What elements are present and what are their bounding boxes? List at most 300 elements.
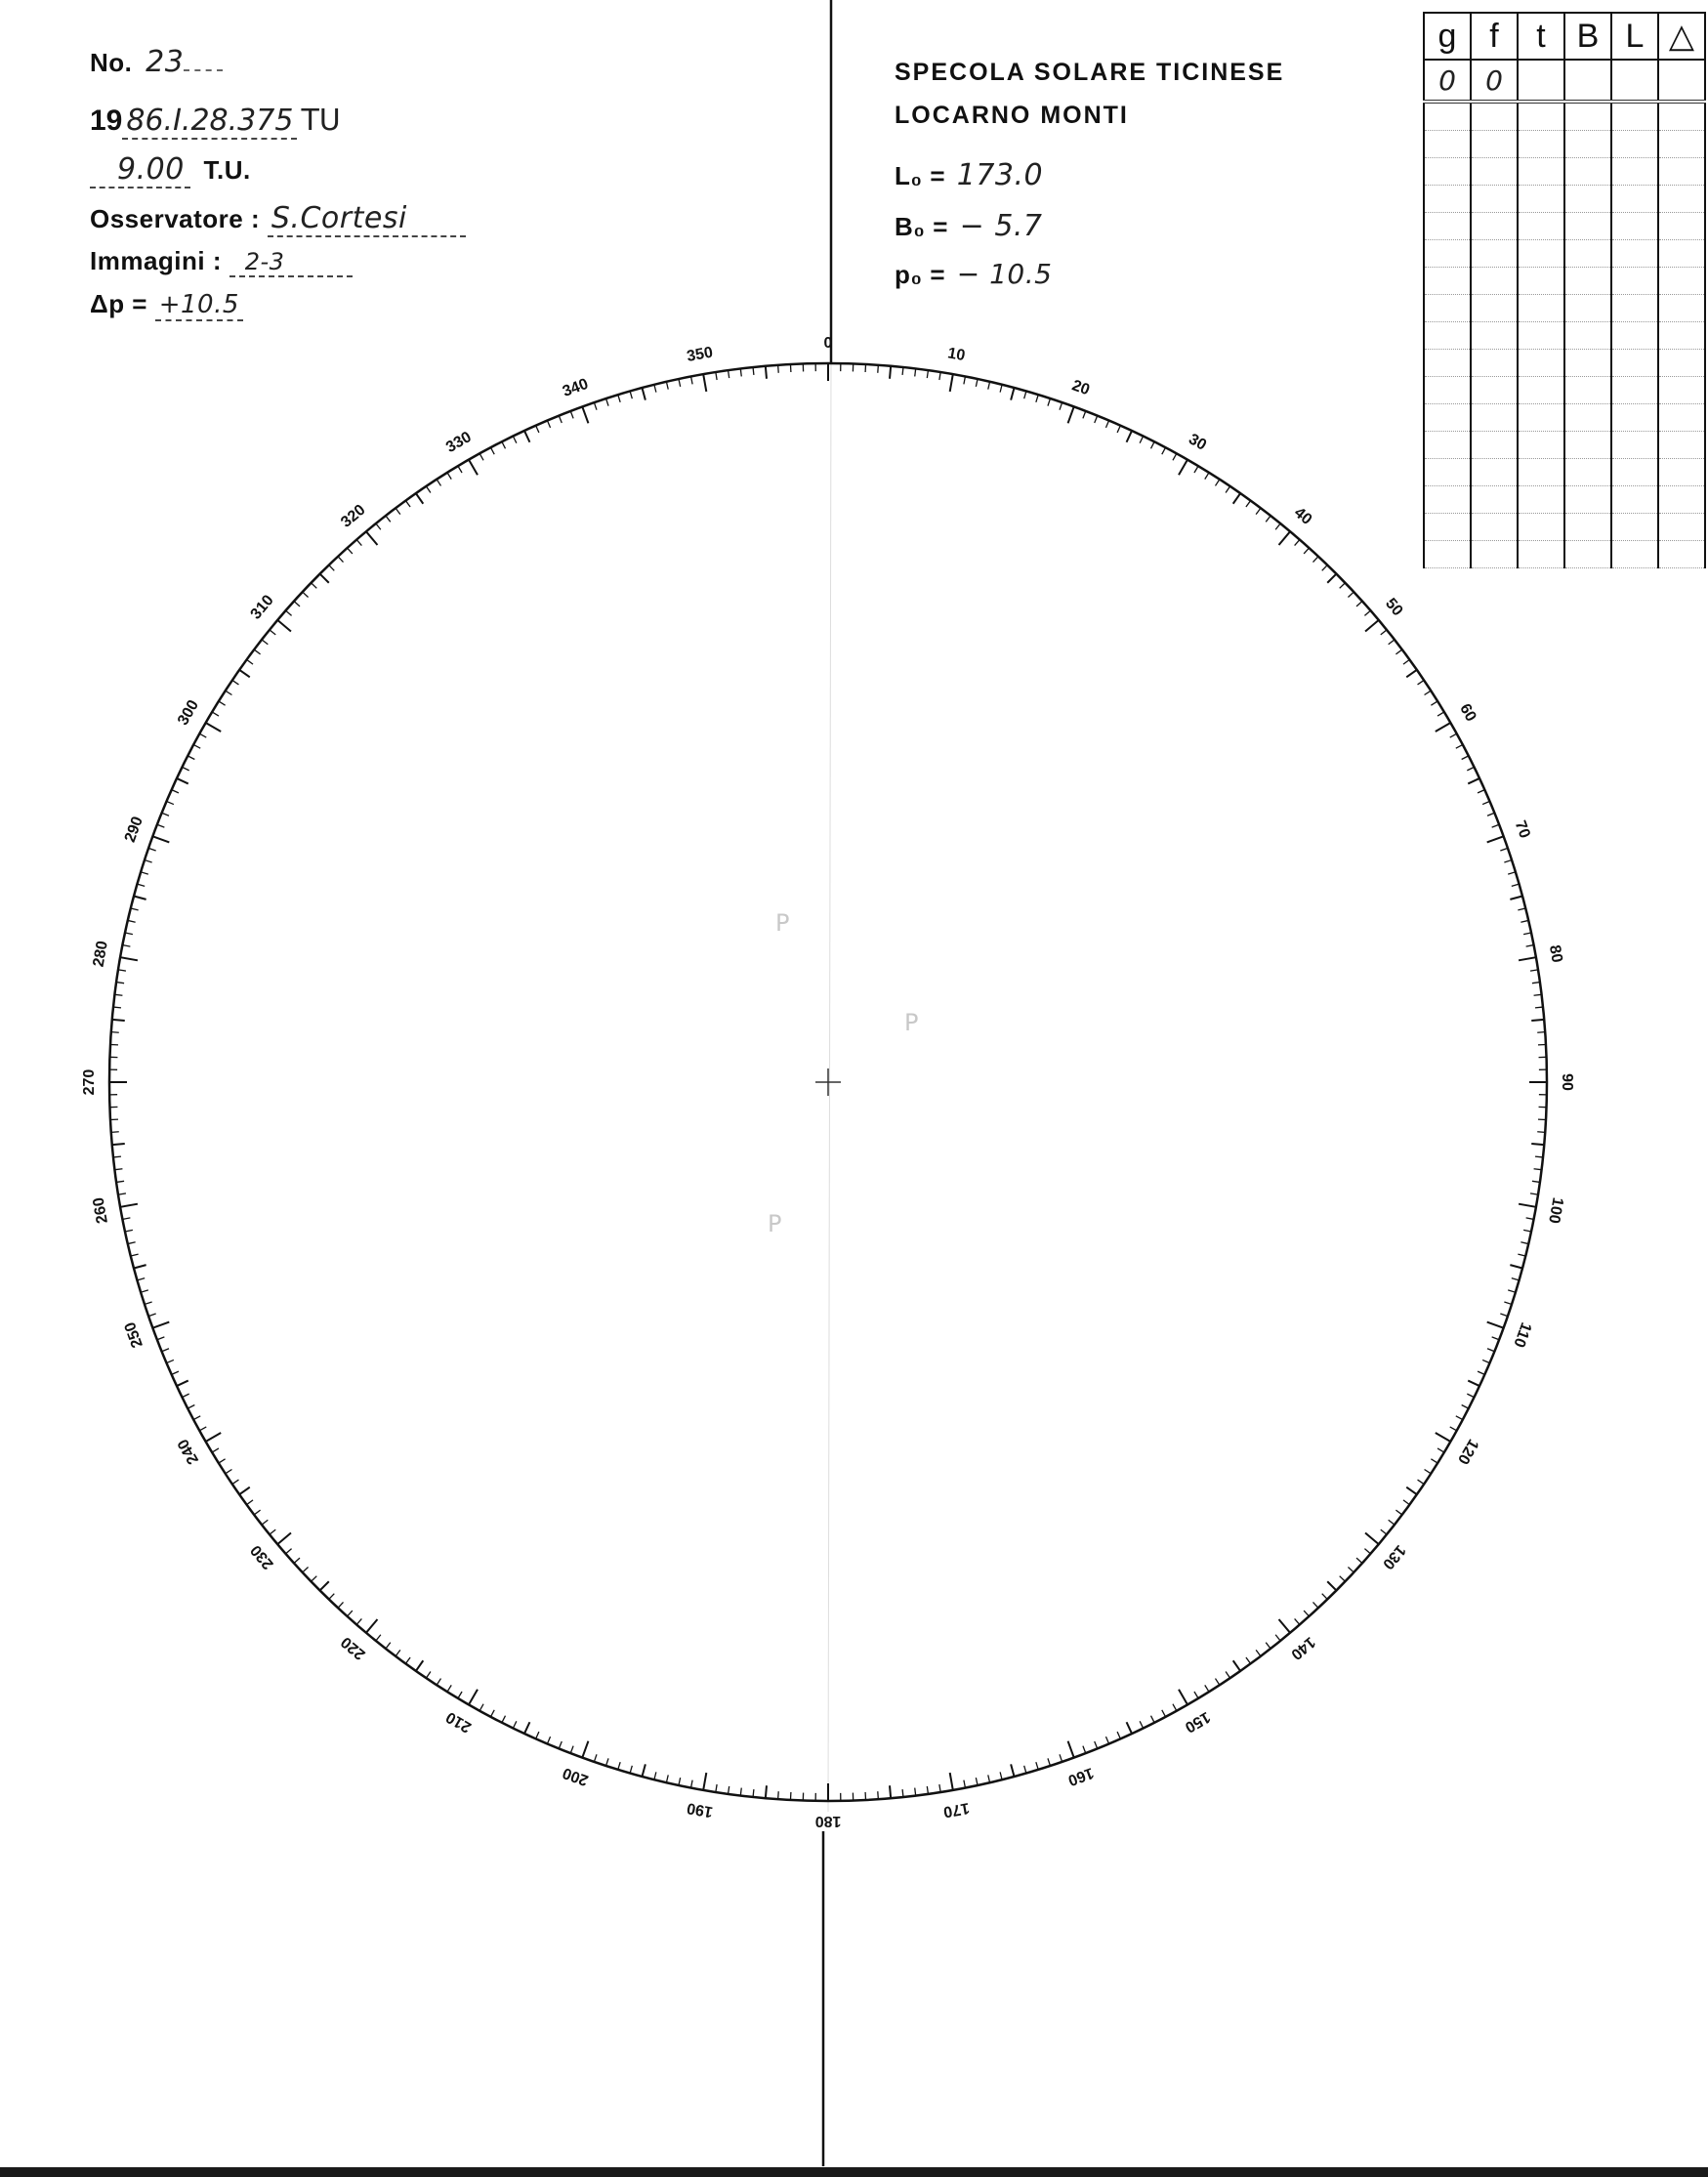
- table-cell: [1611, 295, 1658, 322]
- degree-label: 340: [560, 375, 591, 400]
- degree-tick: [1508, 872, 1516, 874]
- degree-tick: [1068, 406, 1074, 423]
- degree-tick: [643, 1764, 646, 1777]
- table-cell: [1471, 514, 1518, 541]
- L0-line: [895, 158, 1043, 192]
- table-cell: [1658, 158, 1705, 186]
- degree-tick: [458, 466, 462, 473]
- table-cell-g: 0: [1424, 60, 1471, 102]
- table-cell: [1658, 541, 1705, 568]
- degree-tick: [547, 421, 550, 428]
- degree-label: 250: [121, 1319, 146, 1351]
- degree-tick: [338, 557, 343, 563]
- degree-tick: [1526, 1218, 1534, 1220]
- degree-tick: [303, 592, 309, 597]
- degree-label: 230: [247, 1541, 277, 1572]
- degree-tick: [405, 501, 410, 507]
- table-cell: [1518, 322, 1564, 350]
- degree-tick: [138, 1278, 146, 1280]
- degree-tick: [878, 1791, 879, 1799]
- table-row: [1424, 186, 1705, 213]
- degree-label: 350: [686, 344, 715, 365]
- degree-tick: [1340, 1576, 1346, 1582]
- degree-tick: [950, 374, 953, 392]
- degree-tick: [1322, 565, 1328, 571]
- degree-tick: [206, 723, 222, 732]
- degree-tick: [490, 447, 494, 454]
- degree-tick: [1127, 1722, 1132, 1734]
- degree-label: 290: [121, 814, 146, 845]
- degree-tick: [1482, 1360, 1489, 1362]
- pencil-mark-p: P: [904, 1009, 919, 1036]
- degree-tick: [703, 1773, 706, 1790]
- degree-tick: [128, 920, 136, 922]
- observation-time: [90, 152, 251, 188]
- degree-tick: [152, 1322, 169, 1328]
- table-cell: [1564, 268, 1611, 295]
- table-cell: [1471, 404, 1518, 432]
- degree-tick: [219, 1459, 226, 1463]
- degree-tick: [1194, 1692, 1198, 1698]
- degree-tick: [878, 365, 879, 373]
- table-row: [1424, 459, 1705, 486]
- table-row: [1424, 404, 1705, 432]
- table-cell-B: [1564, 60, 1611, 102]
- p0-label: p₀ =: [895, 260, 946, 289]
- degree-tick: [187, 756, 194, 760]
- degree-tick: [134, 897, 146, 900]
- degree-tick: [1418, 1480, 1425, 1484]
- degree-tick: [1504, 1302, 1512, 1304]
- table-cell: [1658, 486, 1705, 514]
- degree-tick: [1437, 1448, 1444, 1452]
- degree-tick: [1456, 1416, 1463, 1420]
- degree-tick: [329, 1594, 335, 1600]
- degree-tick: [157, 824, 164, 827]
- degree-tick: [118, 970, 126, 971]
- degree-tick: [187, 1405, 194, 1409]
- images-value: 2-3: [229, 248, 354, 277]
- degree-tick: [1504, 860, 1512, 862]
- observer-line: [90, 201, 466, 237]
- degree-tick: [1467, 1394, 1474, 1398]
- degree-tick: [679, 1778, 681, 1785]
- table-cell: [1518, 377, 1564, 404]
- degree-tick: [1000, 1772, 1002, 1779]
- table-cell: [1611, 377, 1658, 404]
- degree-tick: [1068, 1741, 1074, 1758]
- degree-tick: [502, 1716, 506, 1723]
- degree-tick: [303, 1567, 309, 1571]
- degree-tick: [1083, 411, 1086, 418]
- degree-tick: [239, 1487, 250, 1494]
- degree-tick: [294, 602, 300, 607]
- date-suffix: TU: [301, 104, 341, 138]
- degree-tick: [547, 1737, 550, 1743]
- degree-tick: [1406, 1487, 1417, 1494]
- table-cell: [1424, 158, 1471, 186]
- degree-tick: [1226, 486, 1229, 493]
- degree-tick: [1462, 1405, 1469, 1409]
- degree-tick: [1117, 1732, 1120, 1738]
- degree-label: 220: [338, 1633, 369, 1663]
- degree-tick: [199, 733, 206, 737]
- degree-tick: [1403, 1500, 1409, 1505]
- table-cell: [1424, 186, 1471, 213]
- table-cell: [1611, 322, 1658, 350]
- degree-tick: [286, 610, 292, 615]
- degree-tick: [1279, 531, 1291, 545]
- table-cell: [1471, 377, 1518, 404]
- degree-tick: [939, 1784, 940, 1792]
- degree-label: 160: [1065, 1764, 1097, 1789]
- degree-tick: [247, 659, 253, 664]
- table-cell: [1424, 514, 1471, 541]
- degree-tick: [1127, 431, 1132, 442]
- degree-tick: [1256, 508, 1261, 514]
- degree-tick: [1179, 460, 1187, 476]
- degree-label: 40: [1290, 504, 1315, 528]
- degree-tick: [112, 1144, 125, 1145]
- degree-tick: [1487, 1349, 1494, 1352]
- table-cell: [1518, 268, 1564, 295]
- degree-tick: [740, 1788, 741, 1796]
- table-cell: [1611, 404, 1658, 432]
- degree-tick: [524, 1722, 529, 1734]
- table-cell: [1471, 213, 1518, 240]
- p0-value: − 10.5: [956, 258, 1053, 290]
- degree-tick: [1162, 1710, 1166, 1717]
- table-cell: [1471, 240, 1518, 268]
- degree-tick: [1462, 756, 1469, 760]
- degree-tick: [167, 801, 174, 804]
- degree-tick: [162, 1349, 169, 1352]
- table-row: [1424, 213, 1705, 240]
- degree-tick: [116, 983, 124, 984]
- degree-tick: [490, 1710, 494, 1717]
- degree-tick: [536, 1732, 539, 1738]
- degree-tick: [1215, 480, 1219, 486]
- degree-tick: [666, 382, 668, 390]
- table-cell: [1611, 541, 1658, 568]
- table-cell: [1564, 541, 1611, 568]
- degree-tick: [618, 395, 620, 402]
- degree-tick: [131, 1254, 139, 1256]
- degree-tick: [479, 453, 483, 460]
- degree-tick: [1194, 466, 1198, 473]
- degree-tick: [366, 1619, 378, 1633]
- table-cell: [1424, 295, 1471, 322]
- table-cell: [1611, 213, 1658, 240]
- B0-line: [895, 209, 1043, 243]
- degree-label: 280: [90, 940, 111, 969]
- degree-tick: [1024, 1766, 1026, 1774]
- degree-label: 70: [1511, 818, 1533, 841]
- degree-tick: [1162, 447, 1166, 454]
- table-cell: [1611, 432, 1658, 459]
- degree-tick: [939, 372, 940, 380]
- table-header-row: [1424, 13, 1705, 60]
- table-cell: [1658, 322, 1705, 350]
- degree-tick: [1532, 1181, 1540, 1182]
- degree-tick: [1537, 1132, 1545, 1133]
- degree-label: 300: [175, 697, 203, 729]
- date-value: 86.I.28.375: [122, 104, 297, 140]
- column-header-delta: △: [1658, 13, 1705, 60]
- L0-label: L₀ =: [895, 161, 946, 190]
- degree-tick: [177, 1381, 188, 1386]
- degree-tick: [594, 1754, 597, 1762]
- degree-tick: [157, 1337, 164, 1340]
- degree-tick: [964, 377, 966, 385]
- degree-tick: [1487, 836, 1504, 842]
- degree-tick: [1512, 1278, 1520, 1280]
- degree-tick: [1467, 767, 1474, 771]
- degree-tick: [145, 1302, 152, 1304]
- degree-label: 180: [814, 1812, 842, 1829]
- table-cell: [1658, 404, 1705, 432]
- table-cell: [1518, 350, 1564, 377]
- table-row: [1424, 514, 1705, 541]
- degree-tick: [469, 460, 478, 476]
- degree-tick: [1518, 1254, 1525, 1256]
- table-cell-L: [1611, 60, 1658, 102]
- table-cell: [1658, 240, 1705, 268]
- table-cell: [1564, 322, 1611, 350]
- degree-tick: [1519, 957, 1536, 960]
- table-cell: [1564, 459, 1611, 486]
- degree-tick: [114, 994, 122, 995]
- degree-tick: [123, 945, 131, 947]
- degree-tick: [1356, 602, 1362, 607]
- degree-tick: [1521, 920, 1528, 922]
- degree-tick: [716, 372, 717, 380]
- table-cell: [1564, 404, 1611, 432]
- delta-p-line: [90, 289, 243, 321]
- table-cell: [1564, 432, 1611, 459]
- degree-tick: [447, 1685, 451, 1692]
- degree-tick: [716, 1784, 717, 1792]
- degree-tick: [141, 872, 148, 874]
- degree-tick: [376, 1635, 381, 1641]
- table-cell: [1424, 541, 1471, 568]
- degree-tick: [988, 1775, 990, 1782]
- axis-lines: [823, 0, 831, 2166]
- degree-tick: [1425, 691, 1432, 694]
- degree-tick: [348, 548, 353, 554]
- table-cell: [1471, 432, 1518, 459]
- degree-tick: [570, 411, 573, 418]
- degree-tick: [976, 1778, 978, 1785]
- degree-label: 140: [1287, 1633, 1318, 1663]
- table-cell: [1424, 268, 1471, 295]
- degree-tick: [134, 1265, 146, 1268]
- p0-line: [895, 258, 1052, 290]
- B0-label: B₀ =: [895, 212, 948, 241]
- degree-tick: [277, 1533, 291, 1545]
- degree-tick: [1431, 1459, 1437, 1463]
- degree-tick: [356, 540, 361, 546]
- table-cell: [1518, 186, 1564, 213]
- degree-tick: [1036, 395, 1038, 402]
- degree-tick: [277, 620, 291, 632]
- degree-tick: [437, 480, 440, 486]
- degree-tick: [1304, 548, 1309, 554]
- degree-tick: [1535, 1007, 1543, 1008]
- degree-tick: [1492, 1337, 1499, 1340]
- degree-tick: [1327, 1581, 1336, 1590]
- degree-tick: [753, 367, 754, 375]
- degree-tick: [1450, 1427, 1457, 1431]
- table-row: [1424, 158, 1705, 186]
- degree-tick: [262, 640, 268, 645]
- table-cell: [1658, 186, 1705, 213]
- degree-tick: [654, 385, 656, 393]
- institution-name: [895, 51, 1284, 137]
- degree-tick: [386, 1643, 391, 1649]
- degree-tick: [1512, 884, 1520, 886]
- degree-tick: [890, 1785, 891, 1798]
- degree-tick: [270, 630, 275, 635]
- table-cell: [1471, 350, 1518, 377]
- degree-tick: [356, 1618, 361, 1624]
- table-cell: [1424, 377, 1471, 404]
- degree-tick: [1233, 493, 1240, 504]
- observer-label: Osservatore :: [90, 204, 261, 233]
- degree-tick: [630, 1766, 632, 1774]
- table-row: [1424, 486, 1705, 514]
- table-cell: [1564, 213, 1611, 240]
- degree-tick: [927, 1786, 928, 1794]
- degree-tick: [643, 388, 646, 400]
- degree-tick: [1537, 1032, 1545, 1033]
- table-cell: [1611, 268, 1658, 295]
- B0-value: − 5.7: [959, 209, 1043, 243]
- degree-tick: [1226, 1672, 1229, 1679]
- degree-tick: [1519, 1204, 1536, 1207]
- degree-tick: [1508, 1290, 1516, 1292]
- degree-label: 240: [175, 1436, 203, 1467]
- table-row: [1424, 295, 1705, 322]
- degree-tick: [294, 1558, 300, 1563]
- degree-tick: [950, 1773, 953, 1790]
- degree-label: 80: [1545, 943, 1565, 964]
- degree-tick: [1482, 801, 1489, 804]
- degree-tick: [193, 1416, 200, 1420]
- table-row: [1424, 350, 1705, 377]
- degree-label: 320: [338, 501, 369, 531]
- degree-tick: [212, 712, 219, 716]
- table-cell: [1424, 240, 1471, 268]
- table-row: [1424, 60, 1705, 102]
- table-cell: [1658, 377, 1705, 404]
- table-cell: [1518, 404, 1564, 432]
- degree-tick: [1117, 426, 1120, 433]
- degree-tick: [1233, 1660, 1240, 1671]
- degree-tick: [405, 1657, 410, 1663]
- degree-tick: [618, 1762, 620, 1770]
- degree-tick: [927, 370, 928, 378]
- degree-tick: [1215, 1679, 1219, 1686]
- table-row: [1424, 541, 1705, 568]
- table-cell: [1611, 186, 1658, 213]
- images-line: [90, 246, 353, 277]
- degree-tick: [152, 836, 169, 842]
- images-label: Immagini :: [90, 246, 223, 275]
- degree-tick: [753, 1789, 754, 1797]
- degree-tick: [376, 523, 381, 529]
- pencil-marks: [768, 909, 918, 1237]
- degree-tick: [232, 680, 239, 684]
- table-cell: [1564, 131, 1611, 158]
- degree-tick: [1327, 574, 1336, 583]
- degree-tick: [1523, 933, 1531, 935]
- table-cell: [1564, 295, 1611, 322]
- degree-tick: [536, 426, 539, 433]
- table-cell: [1658, 459, 1705, 486]
- degree-tick: [469, 1690, 478, 1705]
- degree-tick: [212, 1448, 219, 1452]
- table-cell-delta: [1658, 60, 1705, 102]
- degree-tick: [691, 1780, 693, 1788]
- degree-tick: [182, 767, 188, 771]
- degree-tick: [426, 1672, 430, 1679]
- degree-label: 170: [941, 1799, 971, 1821]
- degree-tick: [312, 583, 317, 589]
- degree-tick: [1500, 1314, 1508, 1317]
- degree-tick: [1295, 1618, 1300, 1624]
- delta-p-value: +10.5: [155, 290, 243, 321]
- table-cell: [1424, 432, 1471, 459]
- scan-border-bottom: [0, 2167, 1708, 2177]
- degree-tick: [902, 367, 903, 375]
- table-cell: [1611, 459, 1658, 486]
- table-cell: [1518, 102, 1564, 131]
- observer-value: S.Cortesi: [268, 201, 466, 237]
- degree-label: 90: [1558, 1073, 1575, 1091]
- degree-tick: [141, 1290, 148, 1292]
- table-cell: [1518, 432, 1564, 459]
- table-cell: [1611, 486, 1658, 514]
- degree-label: 130: [1379, 1541, 1409, 1572]
- column-header-f: f: [1471, 13, 1518, 60]
- degree-label: 60: [1456, 700, 1479, 725]
- degree-tick: [1246, 1657, 1251, 1663]
- degree-tick: [1279, 1619, 1291, 1633]
- degree-tick: [1205, 1685, 1209, 1692]
- table-cell: [1611, 240, 1658, 268]
- table-cell: [1564, 350, 1611, 377]
- degree-label: 10: [946, 345, 967, 365]
- degree-tick: [1456, 744, 1463, 748]
- degree-label: 270: [81, 1068, 99, 1096]
- degree-tick: [1530, 970, 1538, 971]
- degree-tick: [1179, 1690, 1187, 1705]
- table-cell: [1424, 102, 1471, 131]
- degree-tick: [1487, 813, 1494, 816]
- degree-tick: [1340, 583, 1346, 589]
- degree-tick: [1403, 659, 1409, 664]
- degree-tick: [148, 848, 156, 851]
- degree-tick: [120, 1204, 138, 1207]
- table-cell: [1424, 131, 1471, 158]
- table-cell: [1471, 186, 1518, 213]
- degree-tick: [1083, 1746, 1086, 1753]
- table-cell: [1471, 541, 1518, 568]
- degree-tick: [167, 1360, 174, 1362]
- degree-tick: [1510, 1265, 1522, 1268]
- degree-tick: [1406, 670, 1417, 677]
